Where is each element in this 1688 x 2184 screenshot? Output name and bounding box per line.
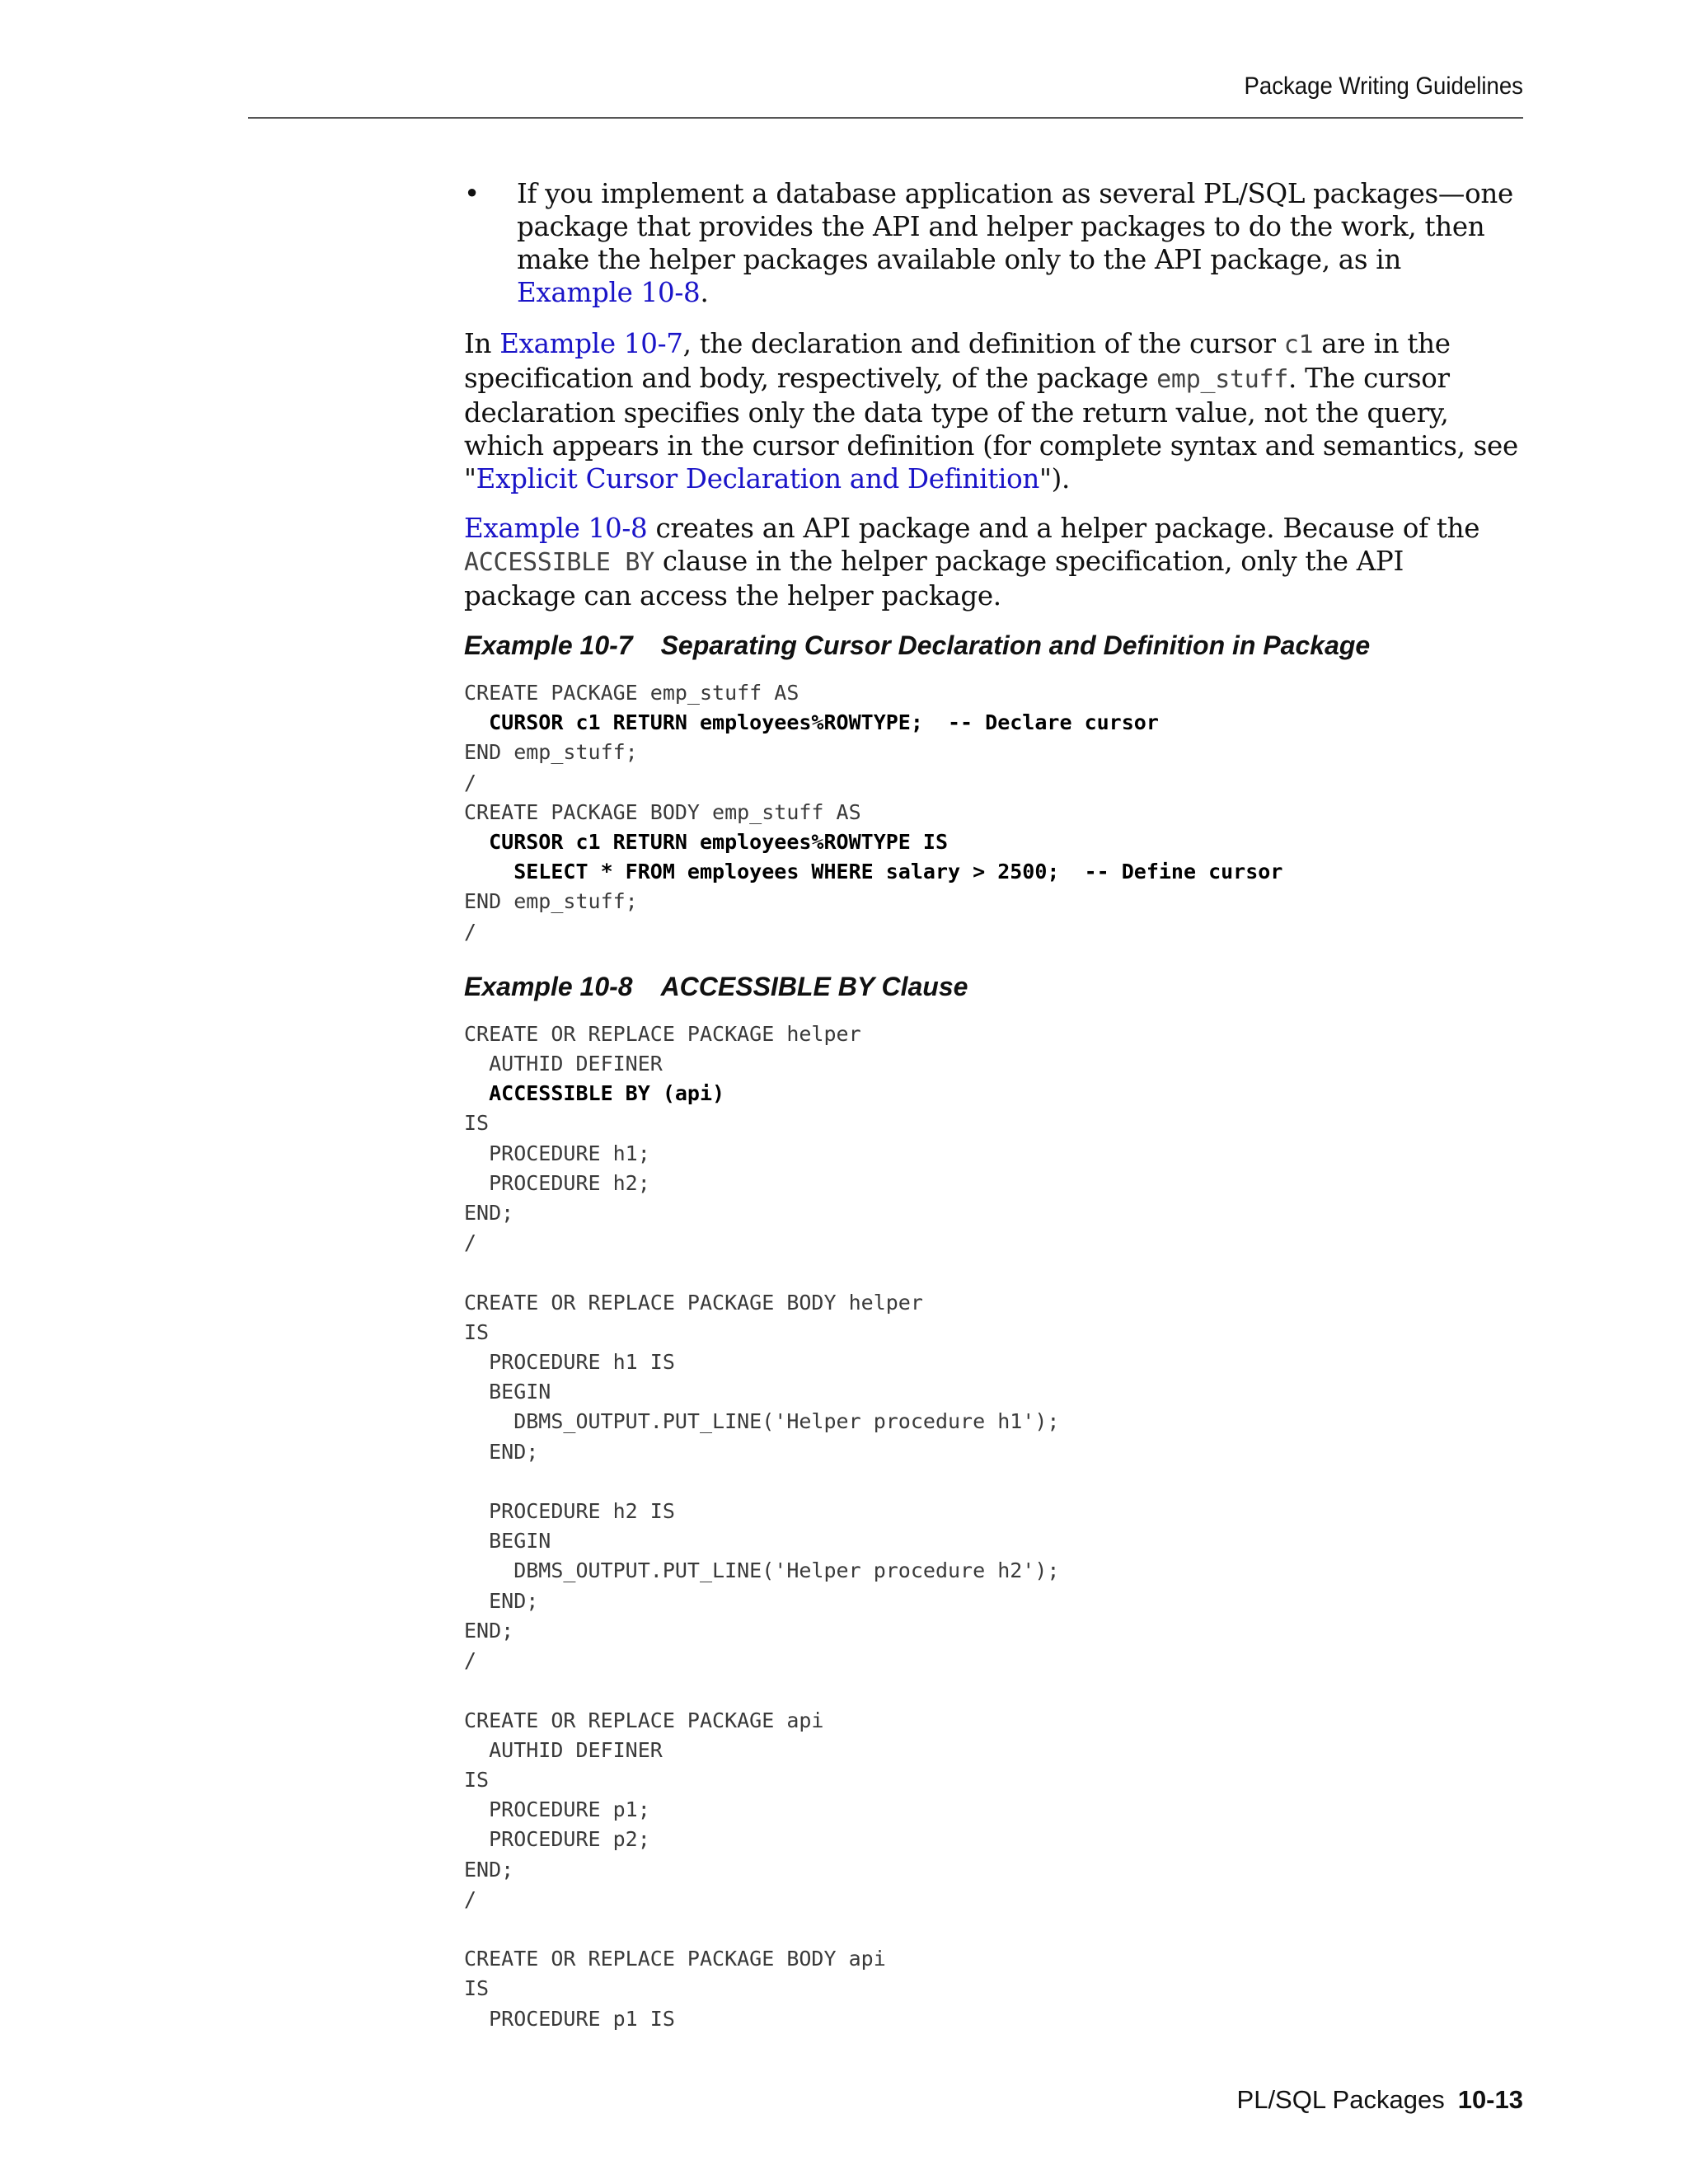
code-line: END; [464,1618,514,1643]
bullet-item [464,177,1523,309]
code-line: / [464,1648,477,1673]
example-number: Example 10-7 [464,630,633,660]
bullet-icon: • [464,178,480,209]
running-header: Package Writing Guidelines [1244,73,1523,100]
paragraph-cursor [464,327,1523,495]
code-line: DBMS_OUTPUT.PUT_LINE('Helper procedure h1'); [464,1409,1060,1434]
code-line: CURSOR c1 RETURN employees%ROWTYPE; -- Declare cursor [464,710,1159,735]
code-line: IS [464,1111,490,1136]
inline-code: emp_stuff [1156,365,1289,394]
code-line: BEGIN [464,1529,551,1554]
code-line: PROCEDURE h1; [464,1141,650,1165]
bullet-text: If you implement a database application as several PL/SQL packages—one package that provides the API and helper packages to do the work, then make the helper packages available only to the API package, as in [517,178,1513,275]
code-block-example-10-7 [464,678,1523,947]
code-line: BEGIN [464,1380,551,1404]
text: clause in the helper package specification, only the API package can access the helper package. [464,546,1404,612]
code-line: PROCEDURE p1; [464,1797,650,1822]
code-line: / [464,1230,477,1255]
code-line: DBMS_OUTPUT.PUT_LINE('Helper procedure h2'); [464,1558,1060,1583]
explicit-cursor-link[interactable]: Explicit Cursor Declaration and Definition [476,463,1040,494]
footer-section: PL/SQL Packages [1236,2085,1445,2114]
code-line: END; [464,1588,539,1613]
bullet-text-end: . [700,277,709,308]
main-content [464,177,1523,2057]
example-10-8-title [464,970,1523,1003]
code-line: PROCEDURE p2; [464,1827,650,1852]
code-line: CREATE OR REPLACE PACKAGE helper [464,1021,861,1046]
page-number: 10-13 [1457,2085,1523,2114]
code-line: CREATE OR REPLACE PACKAGE BODY api [464,1947,886,1971]
code-line: / [464,770,477,794]
page-footer [1237,2085,1523,2115]
code-line: CURSOR c1 RETURN employees%ROWTYPE IS [464,830,948,855]
code-block-example-10-8 [464,1019,1523,2034]
inline-code: ACCESSIBLE BY [464,548,654,577]
code-line: PROCEDURE p1 IS [464,2006,675,2031]
code-line: PROCEDURE h1 IS [464,1350,675,1375]
example-number: Example 10-8 [464,971,633,1001]
text: . The cursor declaration specifies only the data type of the return value, not the query, which appears in the cursor definition (for complete syntax and semantics, see " [464,363,1518,494]
code-line: IS [464,1767,490,1792]
example-10-8-link[interactable]: Example 10-8 [464,513,648,544]
example-10-7-title [464,629,1523,662]
code-line: CREATE PACKAGE BODY emp_stuff AS [464,799,861,824]
code-line: END; [464,1857,514,1882]
text: are in the specification and body, respectively, of the package [464,328,1451,394]
text: , the declaration and definition of the cursor [682,328,1284,359]
paragraph-api [464,512,1523,612]
example-10-8-link[interactable]: Example 10-8 [517,277,701,308]
code-line: / [464,919,477,944]
text: creates an API package and a helper package. Because of the [647,513,1480,544]
code-line: PROCEDURE h2; [464,1170,650,1195]
code-line: SELECT * FROM employees WHERE salary > 2500; -- Define cursor [464,860,1283,884]
code-line: ACCESSIBLE BY (api) [464,1081,725,1106]
code-line: IS [464,1319,490,1344]
code-line: AUTHID DEFINER [464,1052,663,1076]
code-line: CREATE OR REPLACE PACKAGE api [464,1708,824,1732]
text: In [464,328,500,359]
text: "). [1039,463,1071,494]
example-caption: ACCESSIBLE BY Clause [660,971,968,1001]
code-line: END emp_stuff; [464,889,638,914]
code-line: END; [464,1439,539,1464]
example-caption: Separating Cursor Declaration and Definition in Package [660,630,1371,660]
code-line: PROCEDURE h2 IS [464,1499,675,1524]
code-line: CREATE PACKAGE emp_stuff AS [464,681,799,705]
code-line: END emp_stuff; [464,740,638,765]
header-rule [248,117,1523,119]
code-line: IS [464,1976,490,2001]
code-line: / [464,1886,477,1911]
code-line: AUTHID DEFINER [464,1737,663,1762]
code-line: CREATE OR REPLACE PACKAGE BODY helper [464,1290,923,1315]
example-10-7-link[interactable]: Example 10-7 [499,328,683,359]
inline-code: c1 [1283,330,1314,359]
code-line: END; [464,1201,514,1226]
